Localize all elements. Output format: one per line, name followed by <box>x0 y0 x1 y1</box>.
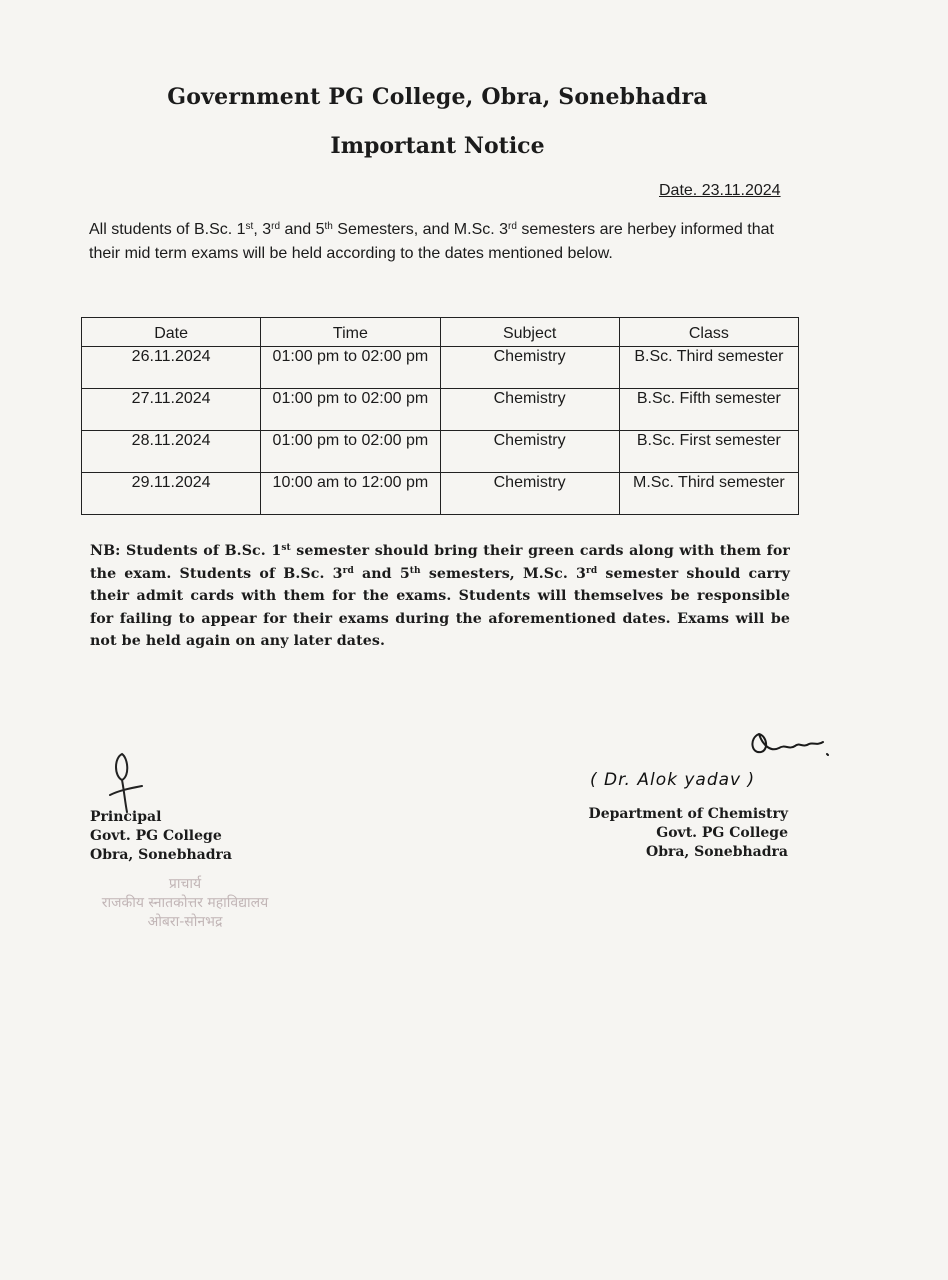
table-row <box>82 473 799 515</box>
nb-text: semesters, M.Sc. 3 <box>420 565 587 582</box>
principal-location: Obra, Sonebhadra <box>90 847 232 863</box>
table-row <box>82 389 799 431</box>
intro-superscript: th <box>324 221 333 232</box>
cell-subject: Chemistry <box>440 431 619 473</box>
intro-text: , 3 <box>253 221 272 238</box>
nb-text: semester should carry their admit cards with them for the exams. Students will themselves be responsible for failing to appear for their exams during the aforementioned dates. Exams will be not be held again on any later dates. <box>90 565 791 649</box>
principal-college: Govt. PG College <box>90 828 222 844</box>
nb-superscript: st <box>281 543 291 553</box>
nb-superscript: rd <box>342 565 354 576</box>
intro-text: Semesters, and M.Sc. 3 <box>332 221 509 238</box>
header-date: Date <box>82 318 261 347</box>
header-subject: Subject <box>440 318 619 347</box>
cell-date: 29.11.2024 <box>82 473 261 515</box>
notice-date: Date. 23.11.2024 <box>659 182 781 199</box>
intro-text: All students of B.Sc. 1 <box>89 221 246 238</box>
stamp-line: राजकीय स्नातकोत्तर महाविद्यालय <box>101 895 269 911</box>
college-title: Government PG College, Obra, Sonebhadra <box>167 84 708 110</box>
cell-time: 01:00 pm to 02:00 pm <box>261 431 440 473</box>
handwritten-name: ( Dr. Alok yadav ) <box>590 770 756 790</box>
header-time: Time <box>261 318 440 347</box>
cell-class: B.Sc. Third semester <box>619 347 798 389</box>
table-row <box>82 431 799 473</box>
cell-date: 28.11.2024 <box>82 431 261 473</box>
department-college: Govt. PG College <box>656 825 788 841</box>
cell-time: 01:00 pm to 02:00 pm <box>261 347 440 389</box>
college-stamp <box>75 875 295 932</box>
nb-paragraph <box>90 540 790 653</box>
intro-superscript: rd <box>508 221 517 232</box>
department-location: Obra, Sonebhadra <box>646 844 788 860</box>
principal-block <box>90 808 232 865</box>
principal-title: Principal <box>90 809 162 825</box>
nb-text: semester should bring their green cards along with them for the exam. Students of B.Sc. 3 <box>90 543 790 582</box>
table-header-row <box>82 318 799 347</box>
header-class: Class <box>619 318 798 347</box>
intro-superscript: st <box>245 221 254 232</box>
cell-subject: Chemistry <box>440 347 619 389</box>
cell-class: B.Sc. Fifth semester <box>619 389 798 431</box>
cell-subject: Chemistry <box>440 389 619 431</box>
stamp-line: प्राचार्य <box>168 876 202 892</box>
intro-superscript: rd <box>271 221 281 232</box>
table-row <box>82 347 799 389</box>
cell-time: 10:00 am to 12:00 pm <box>261 473 440 515</box>
nb-text: and 5 <box>353 565 410 582</box>
cell-class: M.Sc. Third semester <box>619 473 798 515</box>
intro-text: and 5 <box>280 221 325 238</box>
stamp-line: ओबरा-सोनभद्र <box>147 914 223 930</box>
notice-heading: Important Notice <box>330 133 545 159</box>
cell-class: B.Sc. First semester <box>619 431 798 473</box>
department-name: Department of Chemistry <box>588 806 788 822</box>
nb-text: NB: Students of B.Sc. 1 <box>90 543 282 559</box>
department-block <box>589 805 788 862</box>
cell-subject: Chemistry <box>440 473 619 515</box>
nb-superscript: rd <box>586 565 598 576</box>
cell-date: 26.11.2024 <box>82 347 261 389</box>
intro-text: semesters are herbey informed that their mid term exams will be held according to the dates mentioned below. <box>89 221 774 262</box>
nb-superscript: th <box>409 565 421 576</box>
intro-paragraph <box>89 218 799 266</box>
cell-time: 01:00 pm to 02:00 pm <box>261 389 440 431</box>
cell-date: 27.11.2024 <box>82 389 261 431</box>
exam-schedule-table <box>81 317 799 515</box>
hod-initials-signature <box>745 728 835 763</box>
